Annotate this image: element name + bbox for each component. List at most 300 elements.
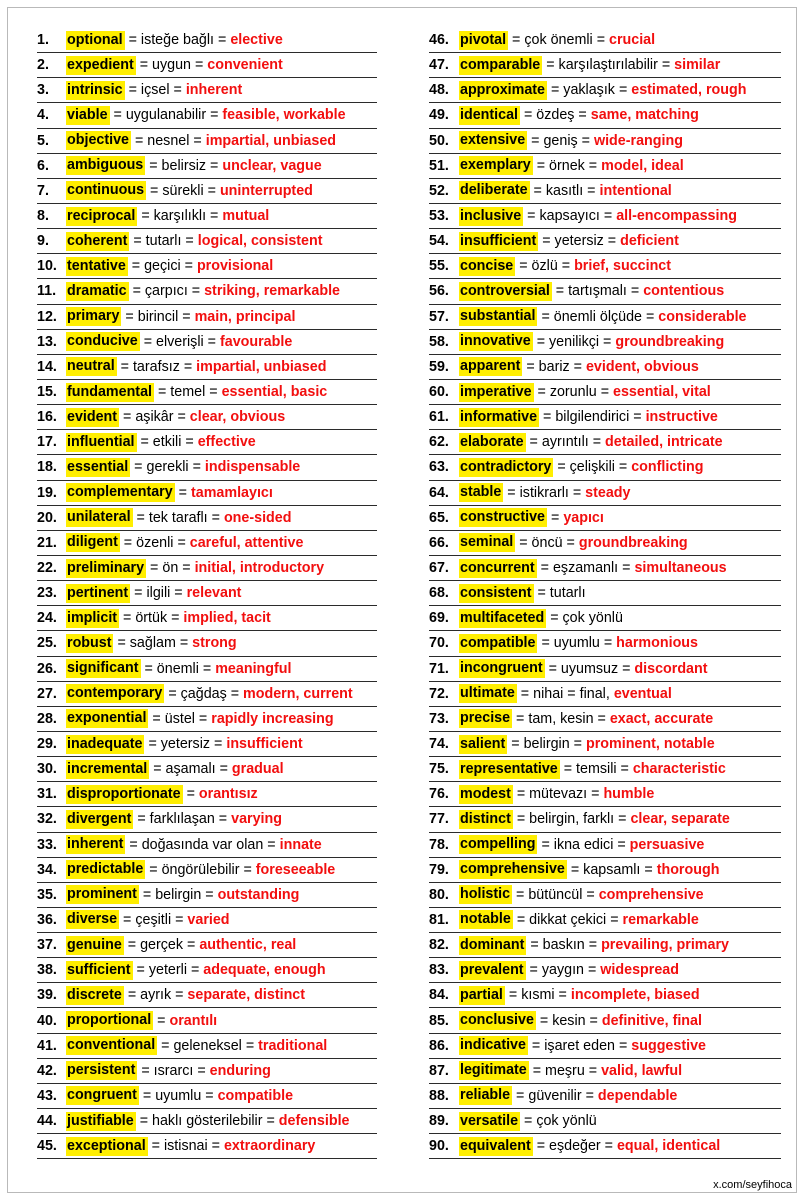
equals-sign: = [599, 208, 617, 225]
english-synonym: careful, attentive [189, 534, 304, 551]
english-synonym: comprehensive [598, 886, 704, 903]
equals-sign: = [582, 886, 599, 903]
equals-sign: = [569, 358, 586, 375]
vocab-entry [37, 455, 377, 480]
turkish-meaning: = öngörülebilir [145, 861, 240, 878]
turkish-meaning: = zorunlu [533, 384, 597, 401]
vocab-entry [37, 606, 377, 631]
entry-number: 77. [429, 811, 449, 828]
equals-sign: = [626, 283, 644, 300]
turkish-meaning: = ikna edici [537, 836, 614, 853]
english-synonym: groundbreaking [615, 333, 725, 350]
turkish-meaning: = nihai = final, [516, 685, 610, 702]
turkish-meaning: = gerçek [123, 937, 184, 954]
turkish-meaning: = tutarlı [533, 585, 586, 602]
equals-sign: = [214, 32, 231, 49]
turkish-meaning: = [547, 509, 560, 526]
entry-number: 79. [429, 861, 449, 878]
equals-sign: = [606, 911, 623, 928]
vocab-entry [37, 983, 377, 1008]
vocab-entry [429, 682, 781, 707]
equals-sign: = [263, 836, 280, 853]
turkish-meaning: = yeterli [132, 962, 187, 979]
vocab-entry [37, 707, 377, 732]
english-synonym: orantılı [169, 1012, 218, 1029]
english-word: discrete [67, 986, 122, 1003]
vocab-entry [37, 405, 377, 430]
vocab-entry [429, 908, 781, 933]
entry-number: 12. [37, 308, 57, 325]
entry-number: 78. [429, 836, 449, 853]
vocab-entry [37, 28, 377, 53]
entry-number: 21. [37, 534, 57, 551]
english-synonym: implied, tacit [183, 610, 271, 627]
entry-number: 81. [429, 911, 449, 928]
turkish-meaning: = çağdaş [164, 685, 227, 702]
equals-sign: = [640, 861, 657, 878]
english-word: consistent [460, 584, 532, 601]
equals-sign: = [568, 484, 586, 501]
english-word: persistent [67, 1062, 136, 1079]
english-word: legitimate [460, 1062, 527, 1079]
english-word: primary [67, 308, 120, 325]
english-synonym: convenient [207, 57, 283, 74]
entry-number: 60. [429, 384, 449, 401]
turkish-meaning: = örnek [532, 157, 585, 174]
english-synonym: provisional [196, 258, 274, 275]
english-synonym: widespread [600, 962, 679, 979]
vocab-entry [37, 858, 377, 883]
english-synonym: suggestive [631, 1037, 706, 1054]
turkish-meaning: = karşılaştırılabilir [542, 57, 658, 74]
turkish-meaning: = belirgin [138, 886, 202, 903]
english-word: coherent [67, 232, 128, 249]
vocab-entry [429, 531, 781, 556]
english-word: inclusive [460, 207, 522, 224]
english-synonym: thorough [656, 861, 720, 878]
vocab-entry [429, 154, 781, 179]
vocab-entry [429, 103, 781, 128]
equals-sign: = [599, 635, 617, 652]
turkish-meaning: = eşzamanlı [536, 560, 619, 577]
entry-number: 33. [37, 836, 57, 853]
entry-number: 62. [429, 434, 449, 451]
vocab-entry [429, 657, 781, 682]
vocab-entry [37, 355, 377, 380]
vocab-entry [37, 430, 377, 455]
equals-sign: = [167, 610, 184, 627]
english-synonym: logical, consistent [197, 233, 323, 250]
equals-sign: = [169, 82, 186, 99]
turkish-meaning: = gerekli [130, 459, 189, 476]
turkish-meaning: = kapsayıcı [523, 208, 600, 225]
equals-sign: = [592, 32, 610, 49]
entry-number: 26. [37, 660, 57, 677]
english-word: objective [67, 132, 129, 149]
english-word: influential [67, 433, 135, 450]
equals-sign: = [201, 886, 218, 903]
turkish-meaning: = [174, 484, 188, 501]
english-synonym: prevailing, primary [601, 937, 729, 954]
english-word: prevalent [460, 961, 524, 978]
turkish-meaning: = doğasında var olan [125, 836, 264, 853]
turkish-meaning: = temsili [559, 761, 617, 778]
vocab-entry [37, 631, 377, 656]
vocab-entry [37, 757, 377, 782]
turkish-meaning: = haklı gösterilebilir [135, 1113, 263, 1130]
english-word: concurrent [460, 559, 535, 576]
english-synonym: groundbreaking [578, 534, 688, 551]
english-synonym: inherent [185, 82, 243, 99]
turkish-meaning: = çeşitli [119, 911, 172, 928]
vocab-entry [37, 129, 377, 154]
entry-number: 11. [37, 283, 57, 300]
equals-sign: = [642, 308, 659, 325]
english-synonym: clear, obvious [189, 409, 286, 426]
vocab-entry [37, 807, 377, 832]
english-synonym: clear, separate [630, 811, 730, 828]
english-word: apparent [460, 358, 521, 375]
english-word: inadequate [67, 735, 143, 752]
vocab-entry [429, 732, 781, 757]
vocab-entry [429, 229, 781, 254]
english-word: sufficient [67, 961, 131, 978]
vocab-entry [37, 154, 377, 179]
english-synonym: uninterrupted [219, 182, 313, 199]
turkish-meaning: = yetersiz [144, 736, 211, 752]
english-word: unilateral [67, 509, 131, 526]
turkish-meaning: = birincil [121, 308, 179, 325]
equals-sign: = [554, 987, 571, 1004]
english-word: complementary [67, 484, 173, 501]
english-synonym: valid, lawful [601, 1062, 683, 1079]
entry-number: 66. [429, 534, 449, 551]
vocab-column-left [37, 28, 377, 1159]
equals-sign: = [205, 384, 222, 401]
turkish-meaning: = karşılıklı [137, 208, 207, 225]
english-synonym: wide-ranging [593, 132, 683, 149]
turkish-meaning: = bilgilendirici [539, 409, 630, 426]
english-synonym: traditional [258, 1037, 328, 1054]
vocab-entry [429, 254, 781, 279]
english-word: inherent [67, 836, 124, 853]
english-synonym: conflicting [631, 459, 704, 476]
english-word: distinct [460, 810, 511, 827]
english-synonym: steady [585, 484, 631, 501]
equals-sign: = [618, 560, 635, 577]
english-word: dominant [460, 936, 525, 953]
entry-number: 3. [37, 82, 49, 99]
english-word: tentative [67, 257, 126, 274]
english-synonym: tamamlayıcı [191, 484, 273, 501]
equals-sign: = [193, 1062, 210, 1079]
english-synonym: separate, distinct [187, 987, 306, 1004]
equals-sign: = [178, 308, 195, 325]
equals-sign: = [562, 534, 579, 551]
equals-sign: = [583, 182, 600, 199]
entry-number: 2. [37, 57, 49, 74]
vocab-entry [429, 53, 781, 78]
entry-number: 22. [37, 560, 57, 577]
english-word: ultimate [460, 685, 515, 702]
equals-sign: = [207, 509, 224, 526]
english-word: exponential [67, 710, 147, 727]
entry-number: 80. [429, 886, 449, 903]
english-word: partial [460, 986, 503, 1003]
turkish-meaning: = sürekli [146, 182, 204, 199]
entry-number: 67. [429, 560, 449, 577]
equals-sign: = [585, 1012, 602, 1029]
english-synonym: defensible [278, 1113, 350, 1130]
english-synonym: initial, introductory [194, 560, 325, 577]
turkish-meaning: = ısrarcı [137, 1062, 194, 1079]
entry-number: 15. [37, 384, 57, 401]
english-word: contradictory [460, 458, 552, 475]
english-word: precise [460, 710, 511, 727]
turkish-meaning: = kasıtlı [529, 182, 584, 199]
english-word: disproportionate [67, 785, 181, 802]
vocab-entry [37, 1134, 377, 1159]
turkish-meaning: = uyumsuz [544, 660, 619, 677]
english-word: concise [460, 257, 514, 274]
turkish-meaning: = öncü [515, 534, 563, 551]
vocab-entry [37, 581, 377, 606]
entry-number: 89. [429, 1113, 449, 1130]
english-word: reciprocal [67, 207, 136, 224]
equals-sign: = [262, 1113, 279, 1130]
vocab-entry [429, 1084, 781, 1109]
english-synonym: definitive, final [601, 1012, 702, 1029]
entry-number: 20. [37, 509, 57, 526]
equals-sign: = [203, 333, 220, 350]
english-synonym: outstanding [217, 886, 300, 903]
entry-number: 59. [429, 358, 449, 375]
vocab-entry [429, 179, 781, 204]
turkish-meaning: = tam, kesin [512, 710, 594, 727]
vocab-entry [429, 606, 781, 631]
entry-number: 51. [429, 157, 449, 174]
english-word: informative [460, 408, 538, 425]
equals-sign: = [569, 736, 586, 752]
vocab-entry [429, 1109, 781, 1134]
vocab-entry [37, 833, 377, 858]
entry-number: 30. [37, 761, 57, 778]
equals-sign: = [657, 57, 675, 74]
equals-sign: = [584, 1062, 602, 1079]
vocab-entry [37, 1084, 377, 1109]
equals-sign: = [581, 1087, 598, 1104]
vocab-entry [429, 279, 781, 304]
entry-number: 42. [37, 1062, 57, 1079]
vocab-entry [429, 833, 781, 858]
english-synonym: impartial, unbiased [196, 358, 327, 375]
entry-number: 31. [37, 786, 57, 803]
turkish-meaning: = uygulanabilir [109, 107, 207, 124]
vocab-entry [429, 78, 781, 103]
english-synonym: insufficient [226, 736, 303, 752]
english-word: predictable [67, 861, 144, 878]
equals-sign: = [203, 182, 220, 199]
vocab-entry [429, 355, 781, 380]
entry-number: 17. [37, 434, 57, 451]
vocab-entry [37, 53, 377, 78]
entry-number: 43. [37, 1087, 57, 1104]
vocab-entry [37, 506, 377, 531]
entry-number: 75. [429, 761, 449, 778]
english-word: compelling [460, 836, 536, 853]
turkish-meaning: = uyumlu [138, 1087, 202, 1104]
turkish-meaning: = güvenilir [512, 1087, 582, 1104]
english-synonym: model, ideal [601, 157, 684, 174]
english-synonym: essential, basic [221, 384, 328, 401]
english-word: versatile [460, 1112, 519, 1129]
english-synonym: extraordinary [223, 1138, 316, 1155]
entry-number: 90. [429, 1138, 449, 1155]
turkish-meaning: = tartışmalı [551, 283, 627, 300]
turkish-meaning: = önemli ölçüde [537, 308, 642, 325]
equals-sign: = [614, 1037, 632, 1054]
turkish-meaning: = önemli [140, 660, 199, 677]
turkish-meaning: = elverişli [139, 333, 204, 350]
equals-sign: = [206, 107, 223, 124]
equals-sign: = [173, 534, 190, 551]
vocab-entry [429, 129, 781, 154]
english-synonym: compatible [217, 1087, 294, 1104]
entry-number: 9. [37, 233, 49, 250]
vocab-entry [37, 229, 377, 254]
english-synonym: discordant [634, 660, 708, 677]
turkish-meaning: = kısmi [504, 987, 555, 1004]
turkish-meaning: = çok yönlü [546, 610, 623, 627]
english-word: seminal [460, 534, 514, 551]
turkish-meaning: = geçici [127, 258, 181, 275]
vocab-entry [37, 481, 377, 506]
equals-sign: = [614, 459, 632, 476]
entry-number: 76. [429, 786, 449, 803]
equals-sign: = [198, 660, 216, 677]
english-synonym: main, principal [194, 308, 296, 325]
entry-number: 4. [37, 107, 49, 124]
entry-number: 68. [429, 585, 449, 602]
turkish-meaning: = uyumlu [537, 635, 600, 652]
entry-number: 40. [37, 1012, 57, 1029]
turkish-meaning: = etkili [136, 434, 182, 451]
entry-number: 71. [429, 660, 449, 677]
english-word: incongruent [460, 660, 543, 677]
vocab-entry [37, 204, 377, 229]
turkish-meaning: = baskın [526, 937, 585, 954]
english-word: divergent [67, 810, 132, 827]
equals-sign: = [215, 761, 232, 778]
vocab-entry [37, 556, 377, 581]
english-synonym: modern, current [243, 685, 353, 702]
entry-number: 57. [429, 308, 449, 325]
english-word: substantial [460, 308, 536, 325]
turkish-meaning: = nesnel [130, 132, 190, 149]
english-synonym: meaningful [215, 660, 292, 677]
turkish-meaning: = meşru [528, 1062, 585, 1079]
english-synonym: deficient [620, 233, 679, 250]
turkish-meaning: = yaygın [525, 962, 584, 979]
entry-number: 32. [37, 811, 57, 828]
equals-sign: = [206, 208, 223, 225]
vocab-entry [429, 1134, 781, 1159]
equals-sign: = [171, 911, 188, 928]
english-synonym: feasible, workable [222, 107, 346, 124]
english-synonym: authentic, real [199, 937, 297, 954]
entry-number: 29. [37, 736, 57, 752]
equals-sign: = [188, 459, 205, 476]
entry-number: 13. [37, 333, 57, 350]
equals-sign: = [616, 761, 633, 778]
vocab-entry [37, 330, 377, 355]
entry-number: 45. [37, 1138, 57, 1155]
turkish-meaning: = tarafsız [116, 358, 180, 375]
vocab-entry [37, 103, 377, 128]
equals-sign: = [587, 786, 604, 803]
english-word: contemporary [67, 685, 163, 702]
english-word: reliable [460, 1087, 511, 1104]
english-word: stable [460, 484, 502, 501]
equals-sign: = [599, 333, 616, 350]
english-synonym: varying [231, 811, 282, 828]
vocab-entry [37, 531, 377, 556]
turkish-meaning: = kesin [535, 1012, 586, 1029]
english-synonym: favourable [219, 333, 293, 350]
vocab-entry [37, 732, 377, 757]
english-synonym: instructive [645, 409, 718, 426]
vocab-entry [37, 1059, 377, 1084]
entry-number: 86. [429, 1037, 449, 1054]
english-word: insufficient [460, 232, 537, 249]
turkish-meaning: = geniş [527, 132, 578, 149]
english-synonym: all-encompassing [616, 208, 737, 225]
equals-sign: = [191, 57, 208, 74]
entry-number: 52. [429, 182, 449, 199]
equals-sign: = [175, 635, 193, 652]
entry-number: 24. [37, 610, 57, 627]
entry-number: 70. [429, 635, 449, 652]
vocab-entry [37, 78, 377, 103]
vocab-entry [429, 506, 781, 531]
turkish-meaning: = üstel [148, 710, 195, 727]
equals-sign: = [577, 132, 594, 149]
vocab-entry [429, 380, 781, 405]
entry-number: 69. [429, 610, 449, 627]
turkish-meaning: = isteğe bağlı [124, 32, 215, 49]
entry-number: 8. [37, 208, 49, 225]
entry-number: 47. [429, 57, 449, 74]
turkish-meaning: = eşdeğer [532, 1138, 601, 1155]
equals-sign: = [187, 283, 205, 300]
english-word: fundamental [67, 383, 152, 400]
equals-sign: = [593, 710, 610, 727]
english-synonym: effective [197, 434, 256, 451]
turkish-meaning: = yetersiz [538, 233, 604, 250]
vocab-entry [429, 958, 781, 983]
entry-number: 53. [429, 208, 449, 225]
turkish-meaning: = ilgili [130, 585, 171, 602]
english-word: deliberate [460, 182, 528, 199]
entry-number: 14. [37, 358, 57, 375]
vocab-entry [37, 1008, 377, 1033]
english-word: representative [460, 760, 558, 777]
english-synonym: exact, accurate [609, 710, 714, 727]
vocab-entry [429, 481, 781, 506]
english-word: pertinent [67, 584, 129, 601]
turkish-meaning: = yaklaşık [547, 82, 615, 99]
english-word: expedient [67, 56, 134, 73]
